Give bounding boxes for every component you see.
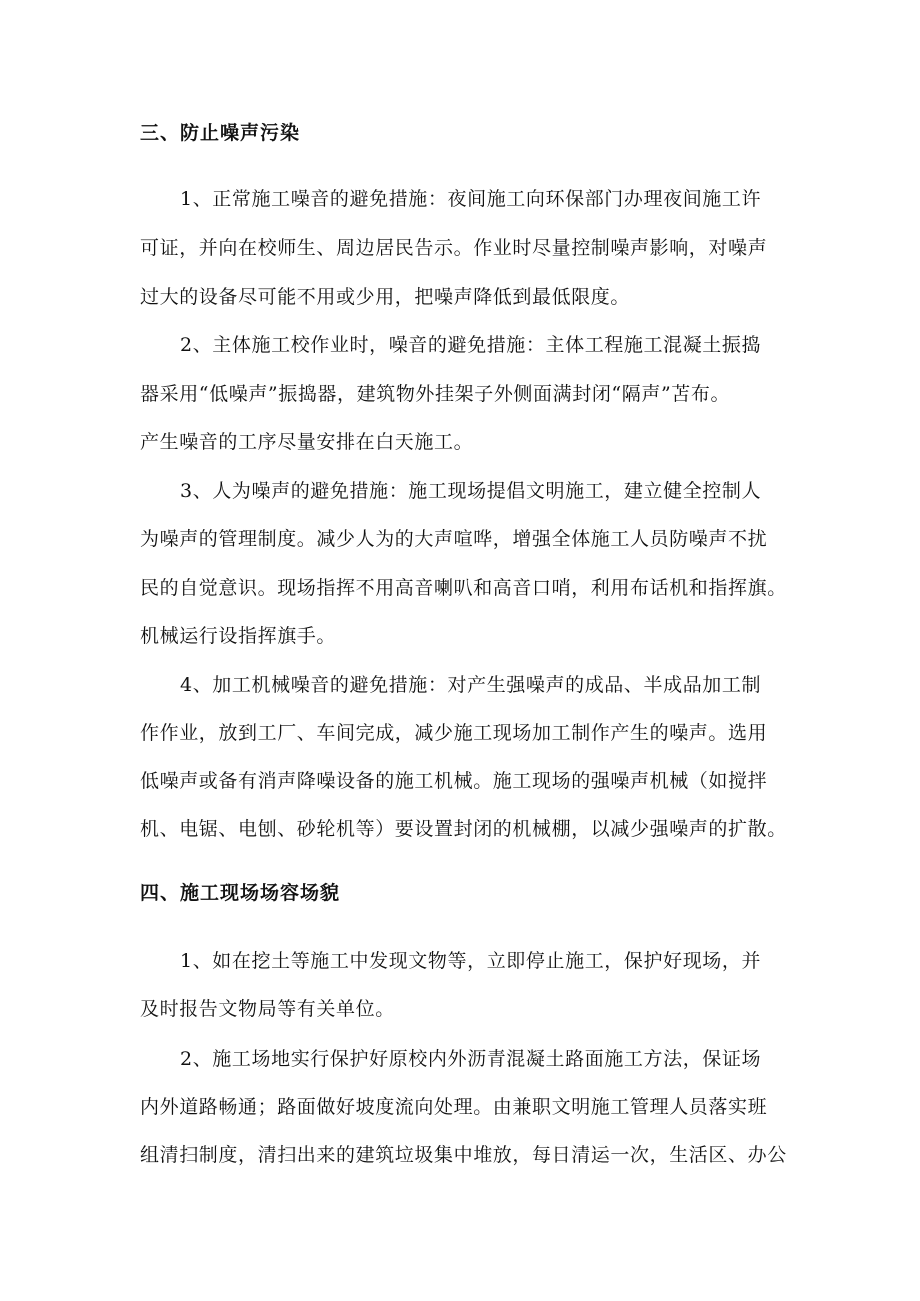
text-line: 为噪声的管理制度。减少人为的大声喧哗，增强全体施工人员防噪声不扰	[140, 528, 768, 550]
text-line: 过大的设备尽可能不用或少用，把噪声降低到最低限度。	[140, 286, 631, 308]
text-line: 2、主体施工校作业时，噪音的避免措施：主体工程施工混凝土振捣	[180, 334, 762, 356]
text-line: 产生噪音的工序尽量安排在白天施工。	[140, 431, 474, 453]
text-line: 3、人为噪声的避免措施：施工现场提倡文明施工，建立健全控制人	[180, 480, 762, 502]
text-line: 低噪声或备有消声降噪设备的施工机械。施工现场的强噪声机械（如搅拌	[140, 770, 768, 792]
text-line: 机、电锯、电刨、砂轮机等）要设置封闭的机械棚，以减少强噪声的扩散。	[140, 818, 787, 840]
text-line: 组清扫制度，清扫出来的建筑垃圾集中堆放，每日清运一次，生活区、办公	[140, 1144, 787, 1166]
text-line: 1、正常施工噪音的避免措施：夜间施工向环保部门办理夜间施工许	[180, 188, 762, 210]
text-line: 机械运行设指挥旗手。	[140, 625, 337, 647]
text-line: 及时报告文物局等有关单位。	[140, 998, 395, 1020]
text-line: 2、施工场地实行保护好原校内外沥青混凝土路面施工方法，保证场	[180, 1048, 762, 1070]
text-line: 民的自觉意识。现场指挥不用高音喇叭和高音口哨，利用布话机和指挥旗。	[140, 577, 787, 599]
text-line: 可证，并向在校师生、周边居民告示。作业时尽量控制噪声影响，对噪声	[140, 237, 768, 259]
section-heading-site-appearance: 四、施工现场场容场貌	[140, 882, 341, 904]
text-line: 作作业，放到工厂、车间完成，减少施工现场加工制作产生的噪声。选用	[140, 722, 768, 744]
section-heading-noise-pollution: 三、防止噪声污染	[140, 122, 301, 144]
text-line: 4、加工机械噪音的避免措施：对产生强噪声的成品、半成品加工制	[180, 674, 762, 696]
text-line: 1、如在挖土等施工中发现文物等，立即停止施工，保护好现场，并	[180, 950, 762, 972]
text-line: 内外道路畅通；路面做好坡度流向处理。由兼职文明施工管理人员落实班	[140, 1096, 768, 1118]
text-line: 器采用“低噪声”振捣器，建筑物外挂架子外侧面满封闭“隔声”苫布。	[140, 383, 731, 405]
